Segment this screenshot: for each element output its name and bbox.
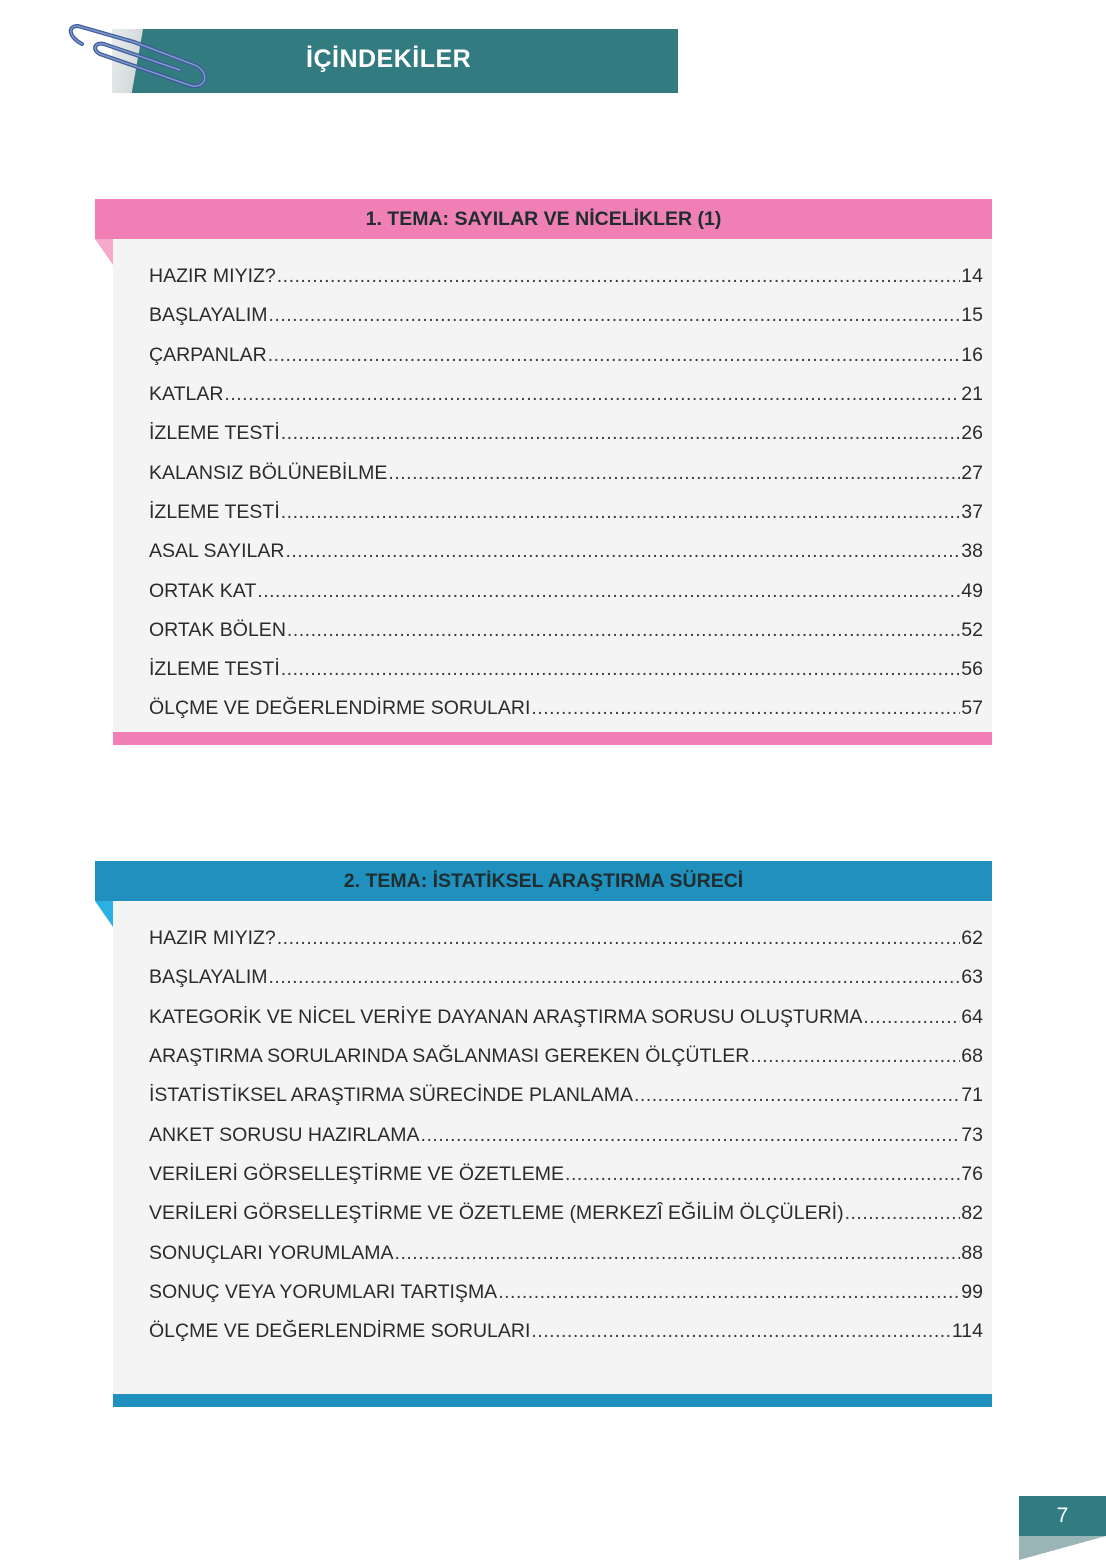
toc-entry-label: HAZIR MIYIZ? bbox=[149, 265, 276, 288]
toc-entry-page: 71 bbox=[961, 1084, 983, 1107]
toc-entry-page: 38 bbox=[961, 540, 983, 563]
toc-entry-page: 14 bbox=[961, 265, 983, 288]
toc-entry-label: ORTAK BÖLEN bbox=[149, 618, 286, 641]
toc-entry[interactable] bbox=[149, 1273, 983, 1312]
toc-entry-page: 49 bbox=[961, 579, 983, 602]
dot-leader bbox=[565, 1163, 960, 1186]
section-body bbox=[113, 901, 992, 1394]
dot-leader bbox=[224, 383, 960, 406]
toc-entry-page: 56 bbox=[961, 658, 983, 681]
toc-entry-label: SONUÇLARI YORUMLAMA bbox=[149, 1241, 394, 1264]
dot-leader bbox=[285, 540, 960, 563]
toc-entry[interactable] bbox=[149, 1076, 983, 1115]
toc-entry-label: İSTATİSTİKSEL ARAŞTIRMA SÜRECİNDE PLANLAMA bbox=[149, 1084, 634, 1107]
section-body bbox=[113, 239, 992, 732]
toc-entry[interactable] bbox=[149, 1233, 983, 1272]
toc-entry[interactable] bbox=[149, 1194, 983, 1233]
toc-entry[interactable] bbox=[149, 296, 983, 335]
toc-entry[interactable] bbox=[149, 689, 983, 728]
toc-entry-label: BAŞLAYALIM bbox=[149, 304, 268, 327]
toc-entry-label: İZLEME TESTİ bbox=[149, 658, 280, 681]
toc-entry-page: 26 bbox=[961, 422, 983, 445]
toc-entry[interactable] bbox=[149, 998, 983, 1037]
toc-entry-page: 16 bbox=[961, 343, 983, 366]
toc-entry-page: 57 bbox=[961, 697, 983, 720]
toc-entry[interactable] bbox=[149, 493, 983, 532]
dot-leader bbox=[269, 304, 961, 327]
section-title: 1. TEMA: SAYILAR VE NİCELİKLER (1) bbox=[95, 199, 992, 239]
toc-entry[interactable] bbox=[149, 1115, 983, 1154]
toc-entry-label: BAŞLAYALIM bbox=[149, 966, 268, 989]
dot-leader bbox=[257, 580, 960, 603]
dot-leader bbox=[269, 966, 961, 989]
toc-entry-page: 88 bbox=[961, 1241, 983, 1264]
dot-leader bbox=[531, 697, 960, 720]
toc-entry[interactable] bbox=[149, 1312, 983, 1351]
toc-entry-page: 37 bbox=[961, 500, 983, 523]
toc-entry-page: 82 bbox=[961, 1202, 983, 1225]
dot-leader bbox=[531, 1320, 950, 1343]
toc-entry-page: 99 bbox=[961, 1280, 983, 1303]
toc-entry-label: KATEGORİK VE NİCEL VERİYE DAYANAN ARAŞTIRMA SORUSU OLUŞTURMA bbox=[149, 1005, 863, 1028]
dot-leader bbox=[268, 344, 961, 367]
page-number-fold bbox=[1019, 1536, 1106, 1560]
toc-entry[interactable] bbox=[149, 650, 983, 689]
dot-leader bbox=[281, 501, 961, 524]
section-footer-bar bbox=[113, 1394, 992, 1407]
toc-list bbox=[149, 919, 983, 1351]
dot-leader bbox=[277, 927, 961, 950]
section-tab-decoration bbox=[95, 901, 113, 927]
dot-leader bbox=[395, 1242, 961, 1265]
toc-entry[interactable] bbox=[149, 611, 983, 650]
toc-entry[interactable] bbox=[149, 958, 983, 997]
toc-entry[interactable] bbox=[149, 414, 983, 453]
page-number: 7 bbox=[1056, 1504, 1069, 1527]
dot-leader bbox=[750, 1045, 960, 1068]
toc-entry-page: 68 bbox=[961, 1045, 983, 1068]
section-tab-decoration bbox=[95, 239, 113, 265]
toc-entry[interactable] bbox=[149, 919, 983, 958]
dot-leader bbox=[863, 1006, 960, 1029]
toc-entry[interactable] bbox=[149, 571, 983, 610]
paperclip-icon bbox=[64, 20, 214, 92]
toc-entry-label: ÖLÇME VE DEĞERLENDİRME SORULARI bbox=[149, 697, 531, 720]
toc-entry-page: 76 bbox=[961, 1162, 983, 1185]
toc-entry-label: ANKET SORUSU HAZIRLAMA bbox=[149, 1123, 420, 1146]
section-title: 2. TEMA: İSTATİKSEL ARAŞTIRMA SÜRECİ bbox=[95, 861, 992, 901]
toc-entry-page: 52 bbox=[961, 618, 983, 641]
page-number-tab bbox=[1019, 1496, 1106, 1536]
toc-entry[interactable] bbox=[149, 532, 983, 571]
dot-leader bbox=[287, 619, 960, 642]
toc-list bbox=[149, 257, 983, 729]
toc-entry-page: 73 bbox=[961, 1123, 983, 1146]
toc-entry[interactable] bbox=[149, 453, 983, 492]
toc-entry-label: HAZIR MIYIZ? bbox=[149, 927, 276, 950]
section-footer-bar bbox=[113, 732, 992, 745]
dot-leader bbox=[388, 462, 960, 485]
toc-entry-page: 114 bbox=[951, 1320, 983, 1343]
toc-entry[interactable] bbox=[149, 1155, 983, 1194]
toc-entry-page: 15 bbox=[961, 304, 983, 327]
toc-entry-page: 27 bbox=[961, 461, 983, 484]
toc-entry-label: SONUÇ VEYA YORUMLARI TARTIŞMA bbox=[149, 1280, 498, 1303]
toc-entry-page: 63 bbox=[961, 966, 983, 989]
toc-entry[interactable] bbox=[149, 336, 983, 375]
dot-leader bbox=[421, 1124, 961, 1147]
dot-leader bbox=[634, 1084, 960, 1107]
toc-entry-page: 62 bbox=[961, 927, 983, 950]
toc-entry[interactable] bbox=[149, 257, 983, 296]
toc-entry-label: KATLAR bbox=[149, 383, 224, 406]
dot-leader bbox=[281, 422, 961, 445]
dot-leader bbox=[498, 1281, 960, 1304]
toc-entry-label: ASAL SAYILAR bbox=[149, 540, 285, 563]
toc-entry-label: VERİLERİ GÖRSELLEŞTİRME VE ÖZETLEME (MERKEZÎ EĞİLİM ÖLÇÜLERİ) bbox=[149, 1202, 844, 1225]
toc-entry-label: İZLEME TESTİ bbox=[149, 422, 280, 445]
toc-entry-label: VERİLERİ GÖRSELLEŞTİRME VE ÖZETLEME bbox=[149, 1162, 565, 1185]
toc-entry-page: 64 bbox=[961, 1005, 983, 1028]
toc-entry-page: 21 bbox=[961, 383, 983, 406]
toc-entry-label: ARAŞTIRMA SORULARINDA SAĞLANMASI GEREKEN ÖLÇÜTLER bbox=[149, 1045, 750, 1068]
dot-leader bbox=[281, 658, 961, 681]
toc-entry-label: ÇARPANLAR bbox=[149, 343, 267, 366]
toc-entry-label: KALANSIZ BÖLÜNEBİLME bbox=[149, 461, 388, 484]
toc-entry-label: ÖLÇME VE DEĞERLENDİRME SORULARI bbox=[149, 1320, 531, 1343]
toc-entry-label: ORTAK KAT bbox=[149, 579, 257, 602]
dot-leader bbox=[845, 1202, 961, 1225]
dot-leader bbox=[277, 265, 961, 288]
toc-entry[interactable] bbox=[149, 375, 983, 414]
toc-entry[interactable] bbox=[149, 1037, 983, 1076]
page-title: İÇİNDEKİLER bbox=[306, 45, 472, 73]
toc-entry-label: İZLEME TESTİ bbox=[149, 500, 280, 523]
